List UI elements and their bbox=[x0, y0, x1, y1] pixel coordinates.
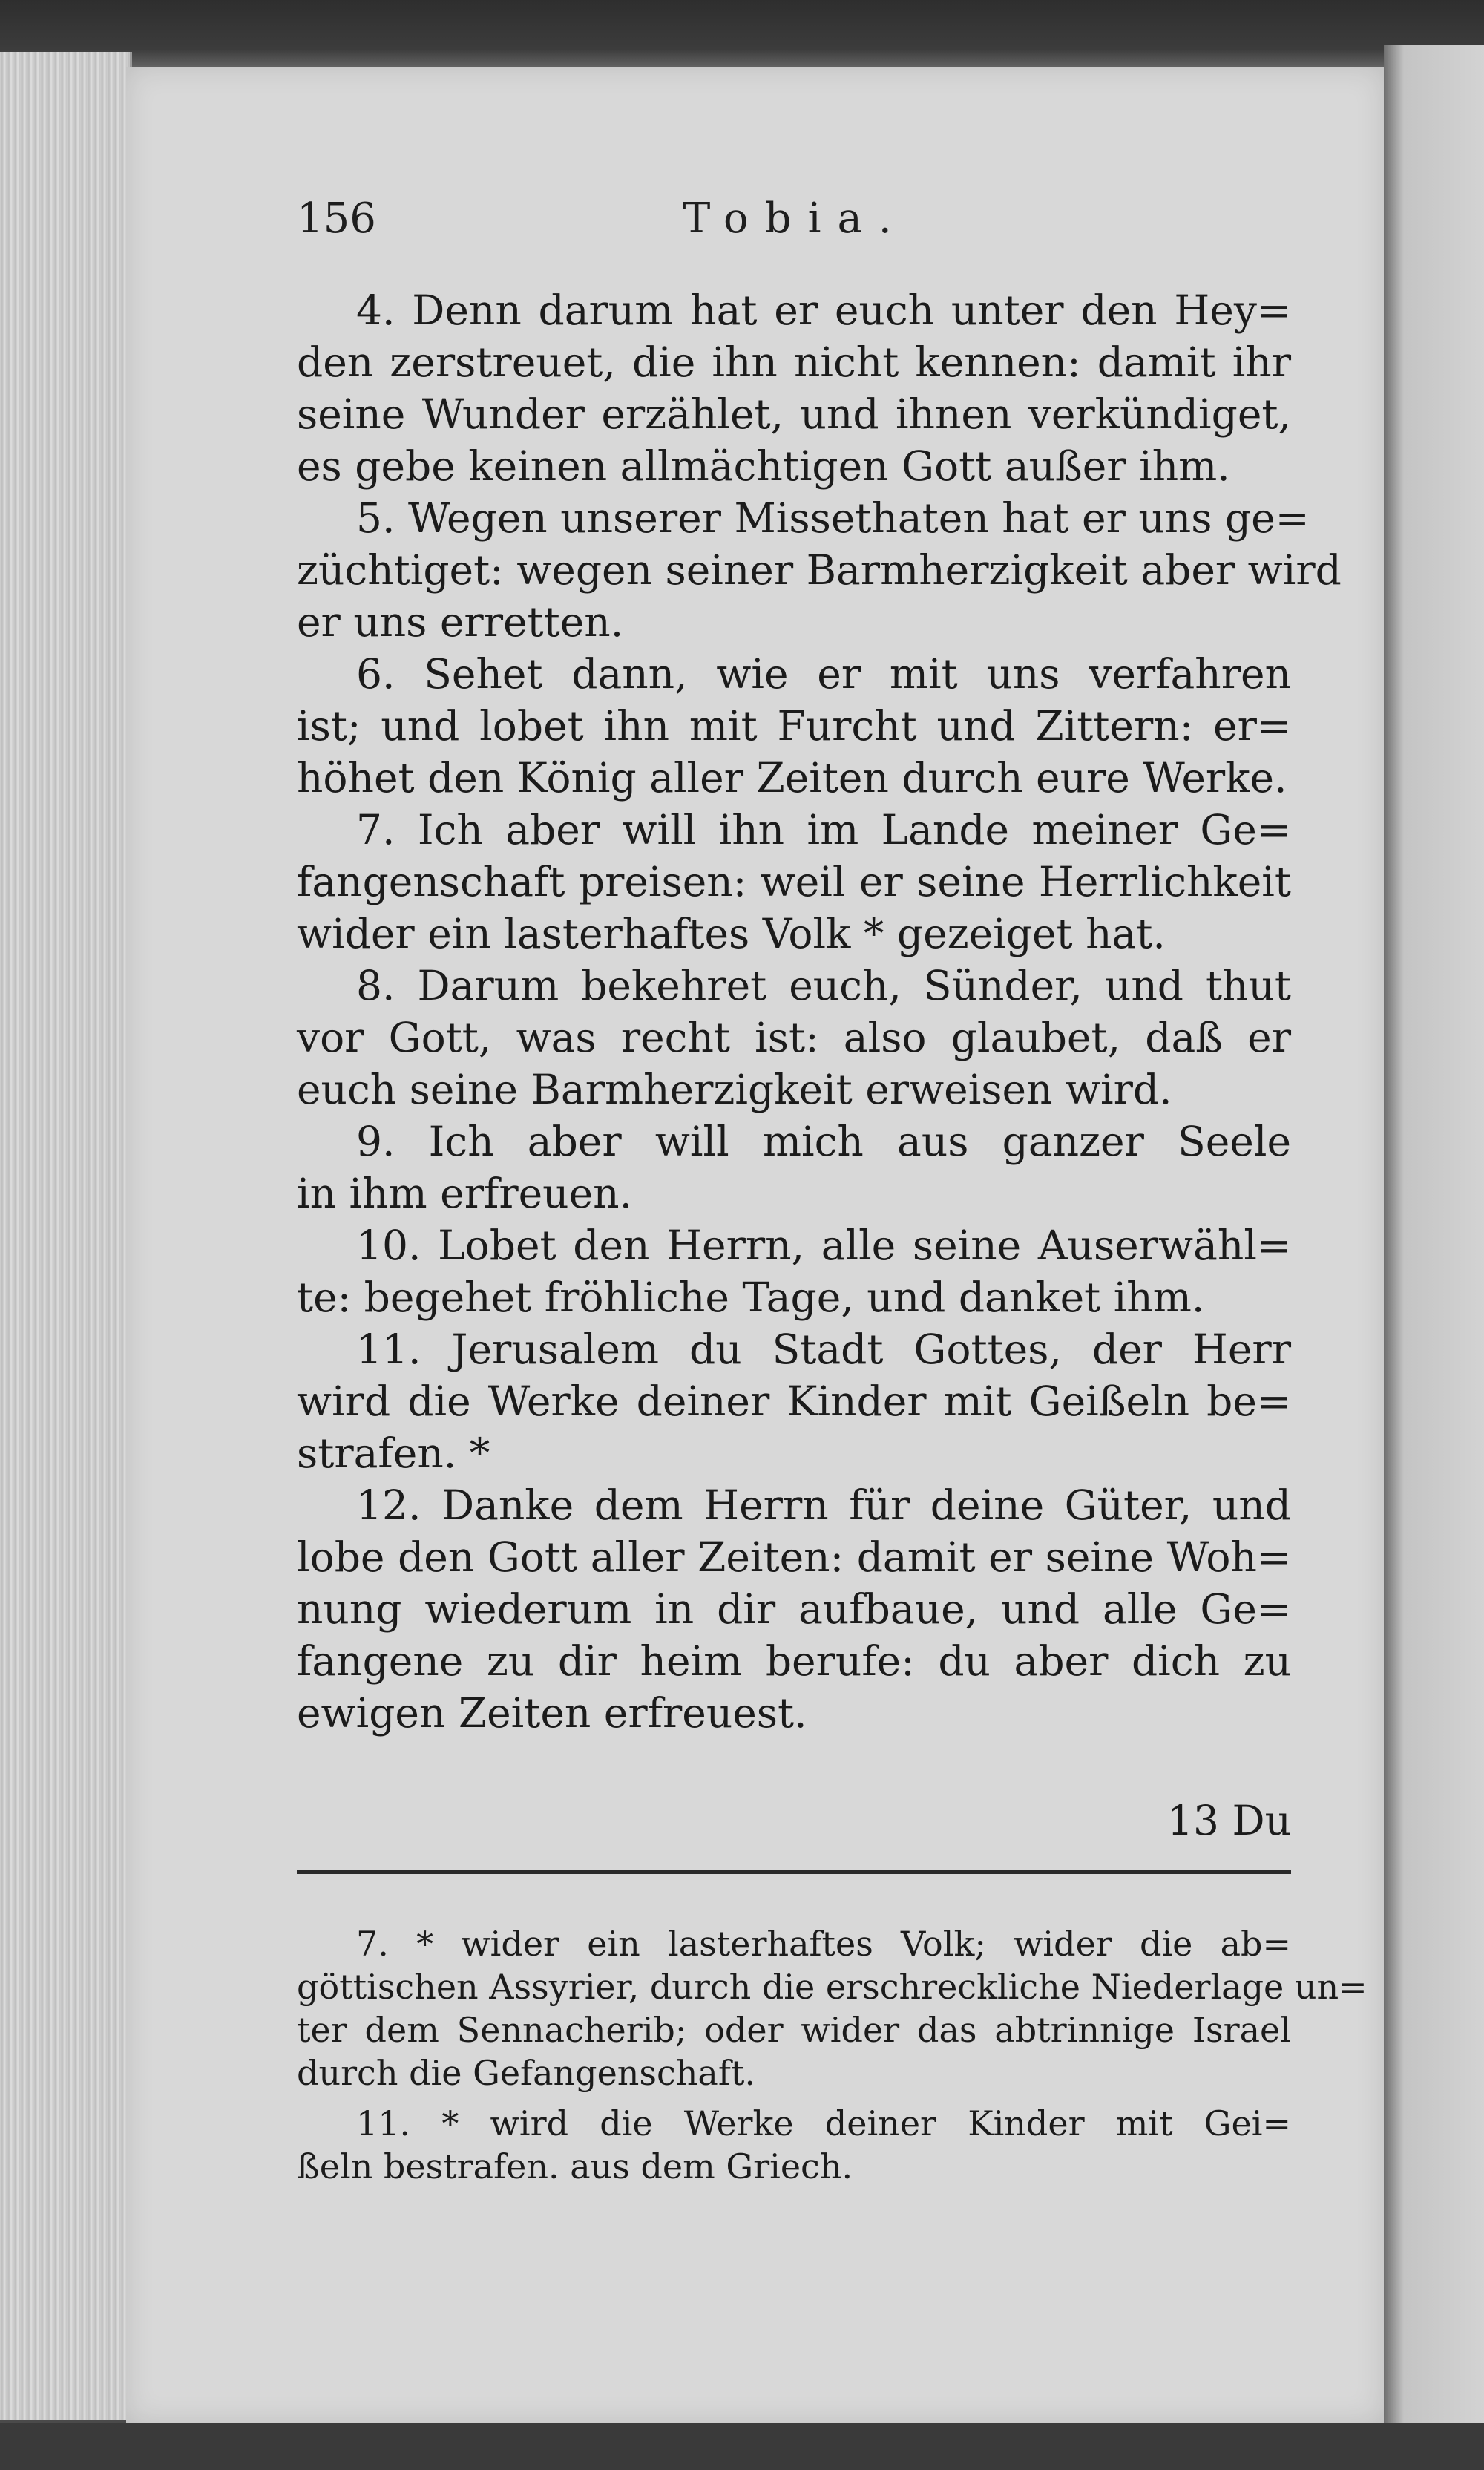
text-line: strafen. * bbox=[297, 1429, 490, 1477]
footnote-line: 11. * wird die Werke deiner Kinder mit Gei= bbox=[356, 2103, 1291, 2143]
text-line: 8. Darum bekehret euch, Sünder, und thut bbox=[356, 962, 1291, 1009]
text-line: höhet den König aller Zeiten durch eure Werke. bbox=[297, 754, 1287, 802]
text-line: 10. Lobet den Herrn, alle seine Auserwähl= bbox=[356, 1222, 1291, 1269]
text-line: in ihm erfreuen. bbox=[297, 1170, 633, 1217]
catchword: 13 Du bbox=[1167, 1797, 1291, 1844]
text-line: lobe den Gott aller Zeiten: damit er seine Woh= bbox=[297, 1533, 1291, 1581]
text-line: ist; und lobet ihn mit Furcht und Zittern: er= bbox=[297, 702, 1291, 750]
text-line: ewigen Zeiten erfreuest. bbox=[297, 1689, 807, 1737]
page-stack-edge bbox=[0, 52, 132, 2420]
page-number: 156 bbox=[297, 194, 376, 243]
footnote-line: ßeln bestrafen. aus dem Griech. bbox=[297, 2146, 853, 2186]
text-line: vor Gott, was recht ist: also glaubet, daß er bbox=[297, 1014, 1291, 1061]
footnote-line: ter dem Sennacherib; oder wider das abtrinnige Israel bbox=[297, 2010, 1291, 2050]
text-line: seine Wunder erzählet, und ihnen verkündiget, bbox=[297, 390, 1291, 438]
text-line: 4. Denn darum hat er euch unter den Hey= bbox=[356, 286, 1291, 334]
text-line: es gebe keinen allmächtigen Gott außer ihm. bbox=[297, 442, 1230, 490]
footnote-line: durch die Gefangenschaft. bbox=[297, 2053, 755, 2093]
footnote-line: göttischen Assyrier, durch die erschreckliche Niederlage un= bbox=[297, 1967, 1368, 2007]
text-line: züchtiget: wegen seiner Barmherzigkeit aber wird bbox=[297, 546, 1342, 594]
text-line: te: begehet fröhliche Tage, und danket ihm. bbox=[297, 1274, 1205, 1321]
book-top-edge bbox=[0, 0, 1484, 71]
text-line: wider ein lasterhaftes Volk * gezeiget hat. bbox=[297, 910, 1166, 957]
text-line: nung wiederum in dir aufbaue, und alle Ge= bbox=[297, 1585, 1291, 1633]
text-line: fangenschaft preisen: weil er seine Herrlichkeit bbox=[297, 858, 1291, 905]
text-line: 11. Jerusalem du Stadt Gottes, der Herr bbox=[356, 1326, 1291, 1373]
text-line: euch seine Barmherzigkeit erweisen wird. bbox=[297, 1066, 1172, 1113]
page-header bbox=[297, 194, 1291, 254]
facing-page-edge bbox=[1384, 45, 1484, 2470]
text-line: den zerstreuet, die ihn nicht kennen: damit ihr bbox=[297, 338, 1291, 386]
text-line: wird die Werke deiner Kinder mit Geißeln be= bbox=[297, 1378, 1291, 1425]
text-line: 6. Sehet dann, wie er mit uns verfahren bbox=[356, 650, 1291, 698]
text-line: 9. Ich aber will mich aus ganzer Seele bbox=[356, 1118, 1291, 1165]
text-line: fangene zu dir heim berufe: du aber dich zu bbox=[297, 1637, 1291, 1685]
text-line: 12. Danke dem Herrn für deine Güter, und bbox=[356, 1481, 1291, 1529]
running-head: Tobia. bbox=[683, 194, 908, 243]
footnote-rule bbox=[297, 1870, 1291, 1874]
footnote-line: 7. * wider ein lasterhaftes Volk; wider die ab= bbox=[356, 1924, 1291, 1964]
text-line: 5. Wegen unserer Missethaten hat er uns ge= bbox=[356, 494, 1310, 542]
book-bottom-edge bbox=[0, 2423, 1484, 2470]
text-line: 7. Ich aber will ihn im Lande meiner Ge= bbox=[356, 806, 1291, 854]
text-line: er uns erretten. bbox=[297, 598, 624, 646]
